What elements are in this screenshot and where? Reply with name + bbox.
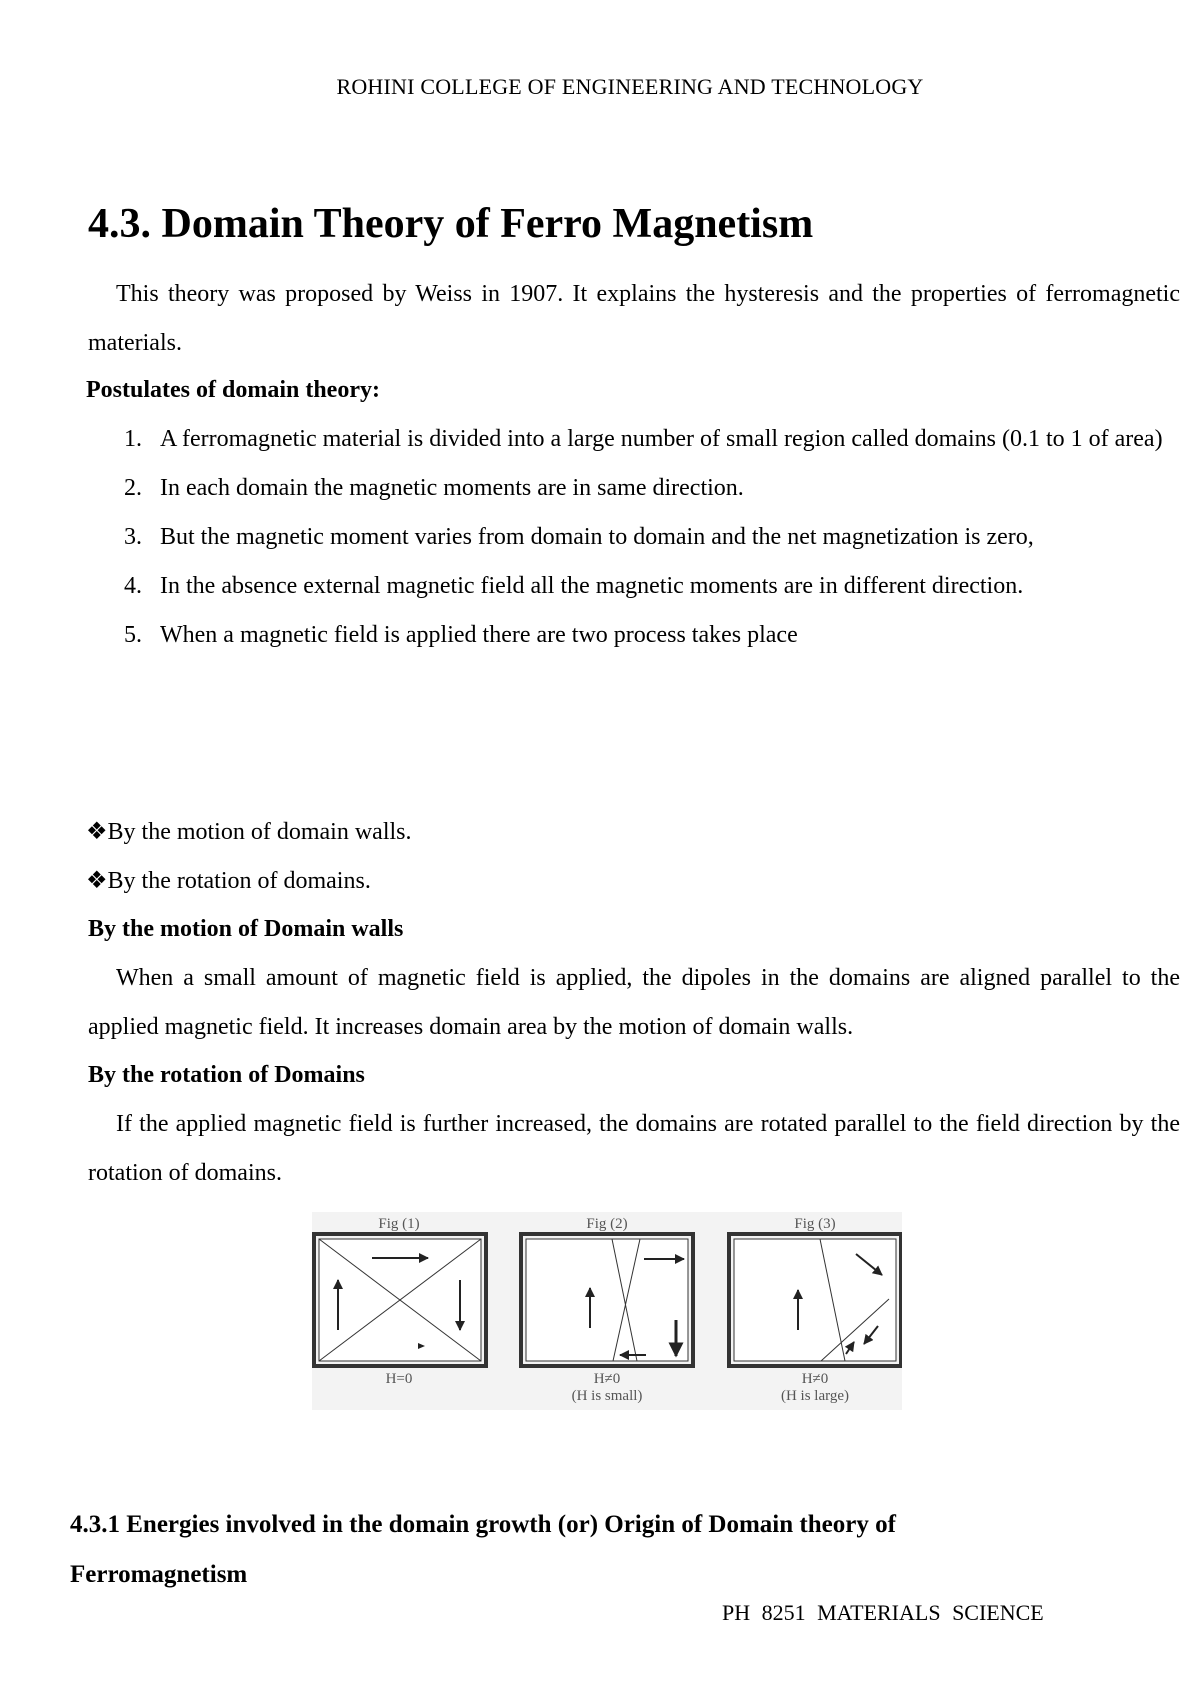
postulate-text: In each domain the magnetic moments are in same direction. — [160, 475, 744, 501]
postulate-text: When a magnetic field is applied there are two process takes place — [160, 622, 798, 648]
bullet-text: By the motion of domain walls. — [107, 819, 412, 845]
rotation-paragraph: If the applied magnetic field is further increased, the domains are rotated parallel to the field direction by the rotation of domains. — [88, 1111, 1180, 1186]
motion-paragraph: When a small amount of magnetic field is applied, the dipoles in the domains are aligned parallel to the applied magnetic field. It increases domain area by the motion of domain walls. — [88, 965, 1180, 1040]
domain-figure — [312, 1212, 902, 1410]
fig1-caption: H=0 — [385, 1371, 413, 1387]
fig2-caption: H≠0 — [593, 1371, 621, 1387]
postulate-number: 1. — [124, 426, 142, 452]
motion-heading: By the motion of Domain walls — [88, 916, 404, 942]
fig1-panel — [314, 1234, 486, 1366]
postulate-number: 4. — [124, 573, 142, 599]
intro-paragraph: This theory was proposed by Weiss in 1907. It explains the hysteresis and the properties of ferromagnetic materials. — [88, 281, 1180, 356]
postulates-heading: Postulates of domain theory: — [86, 377, 380, 403]
fig3-label: Fig (3) — [794, 1216, 836, 1232]
postulate-item — [124, 464, 1180, 513]
process-bullets — [86, 808, 412, 906]
domain-diagram — [312, 1212, 902, 1410]
fig3-subcaption: (H is large) — [780, 1388, 850, 1404]
subsection-title: 4.3.1 Energies involved in the domain growth (or) Origin of Domain theory of Ferromagnetism — [70, 1511, 896, 1588]
fig2-subcaption: (H is small) — [571, 1388, 643, 1404]
bullet-icon: ❖ — [86, 819, 108, 845]
bullet-icon: ❖ — [86, 868, 108, 894]
section-title: 4.3. Domain Theory of Ferro Magnetism — [88, 201, 814, 247]
postulate-number: 2. — [124, 475, 142, 501]
postulate-number: 3. — [124, 524, 142, 550]
postulate-item — [124, 415, 1180, 464]
page-header: ROHINI COLLEGE OF ENGINEERING AND TECHNOLOGY — [336, 74, 924, 99]
bullet-item — [86, 857, 412, 906]
postulate-text: A ferromagnetic material is divided into a large number of small region called domains (0.1 to 1 of area) — [160, 426, 1163, 452]
bullet-text: By the rotation of domains. — [107, 868, 371, 894]
fig1-label: Fig (1) — [378, 1216, 420, 1232]
postulate-text: In the absence external magnetic field all the magnetic moments are in different direction. — [160, 573, 1024, 599]
fig3-panel — [729, 1234, 901, 1366]
fig2-label: Fig (2) — [586, 1216, 628, 1232]
page-footer: PH 8251 MATERIALS SCIENCE — [722, 1600, 1044, 1625]
postulate-number: 5. — [124, 622, 142, 648]
postulates-list — [124, 415, 1180, 660]
postulate-text: But the magnetic moment varies from domain to domain and the net magnetization is zero, — [160, 524, 1034, 550]
postulate-item — [124, 562, 1180, 611]
fig3-caption: H≠0 — [801, 1371, 829, 1387]
rotation-heading: By the rotation of Domains — [88, 1062, 365, 1088]
bullet-item — [86, 808, 412, 857]
fig2-panel — [521, 1234, 693, 1366]
postulate-item — [124, 513, 1180, 562]
postulate-item — [124, 611, 1180, 660]
